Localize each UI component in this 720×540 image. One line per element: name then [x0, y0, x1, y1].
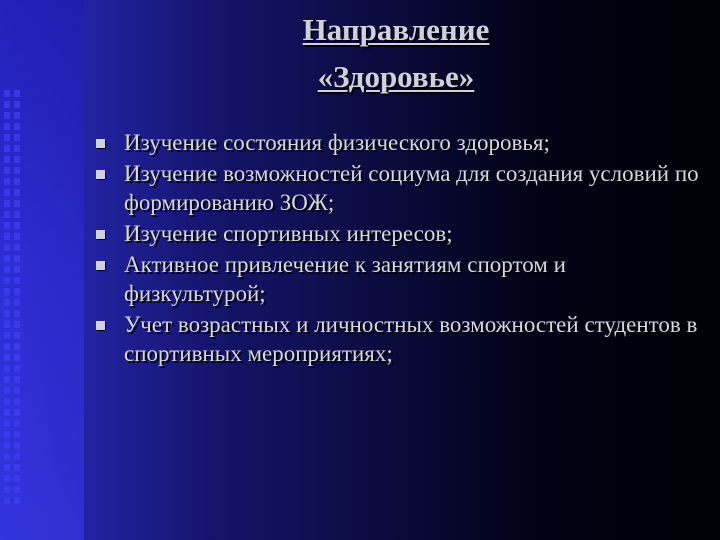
- decorative-square: [4, 233, 10, 240]
- decorative-square: [4, 299, 10, 306]
- decorative-square: [14, 266, 20, 273]
- decorative-square: [4, 376, 10, 383]
- decorative-square: [4, 266, 10, 273]
- decorative-square: [4, 332, 10, 339]
- decorative-square: [4, 365, 10, 372]
- decorative-square: [4, 453, 10, 460]
- square-bullet-icon: [96, 170, 105, 179]
- square-bullet-icon: [96, 321, 105, 330]
- decorative-square: [14, 420, 20, 427]
- decorative-square: [4, 134, 10, 141]
- decorative-square: [4, 409, 10, 416]
- decorative-square: [14, 112, 20, 119]
- decorative-square: [4, 178, 10, 185]
- decorative-square: [4, 145, 10, 152]
- decorative-square: [14, 321, 20, 328]
- decorative-square: [4, 475, 10, 482]
- square-bullet-icon: [96, 230, 105, 239]
- bullet-list: [92, 128, 702, 370]
- decorative-square: [4, 310, 10, 317]
- decorative-square: [14, 255, 20, 262]
- decorative-square: [4, 189, 10, 196]
- decorative-square: [4, 354, 10, 361]
- decorative-square: [4, 200, 10, 207]
- bullet-text: Изучение спортивных интересов;: [124, 221, 453, 246]
- decorative-square: [4, 101, 10, 108]
- decorative-square: [4, 497, 10, 504]
- decorative-square: [4, 90, 10, 97]
- list-item: [92, 250, 702, 308]
- decorative-square: [14, 244, 20, 251]
- bullet-text: Изучение возможностей социума для создания условий по формированию ЗОЖ;: [124, 161, 699, 215]
- decorative-square: [14, 409, 20, 416]
- decorative-square: [14, 167, 20, 174]
- bullet-text: Изучение состояния физического здоровья;: [124, 130, 550, 155]
- decorative-square-grid: [0, 0, 26, 540]
- list-item: [92, 219, 702, 248]
- decorative-square: [4, 343, 10, 350]
- decorative-square: [14, 189, 20, 196]
- decorative-square: [14, 123, 20, 130]
- decorative-square: [14, 222, 20, 229]
- decorative-square: [14, 299, 20, 306]
- square-bullet-icon: [96, 261, 105, 270]
- decorative-square: [14, 90, 20, 97]
- decorative-square: [4, 420, 10, 427]
- decorative-square: [14, 156, 20, 163]
- decorative-square: [14, 310, 20, 317]
- decorative-square: [14, 178, 20, 185]
- decorative-square: [4, 211, 10, 218]
- decorative-square: [4, 156, 10, 163]
- bullet-text: Учет возрастных и личностных возможностей студентов в спортивных мероприятиях;: [124, 312, 698, 366]
- decorative-square: [14, 101, 20, 108]
- list-item: [92, 159, 702, 217]
- decorative-square: [14, 233, 20, 240]
- decorative-square: [14, 332, 20, 339]
- decorative-square: [4, 442, 10, 449]
- decorative-square: [4, 288, 10, 295]
- list-item: [92, 310, 702, 368]
- decorative-square: [4, 431, 10, 438]
- decorative-square: [4, 464, 10, 471]
- decorative-square: [14, 277, 20, 284]
- decorative-square: [4, 277, 10, 284]
- decorative-square: [14, 343, 20, 350]
- decorative-square: [14, 431, 20, 438]
- decorative-square: [4, 112, 10, 119]
- decorative-square: [14, 211, 20, 218]
- decorative-square: [14, 365, 20, 372]
- decorative-square: [4, 244, 10, 251]
- decorative-square: [14, 354, 20, 361]
- square-bullet-icon: [96, 139, 105, 148]
- decorative-square: [14, 453, 20, 460]
- decorative-square: [14, 398, 20, 405]
- decorative-square: [4, 222, 10, 229]
- decorative-square: [14, 376, 20, 383]
- slide-title: [186, 6, 606, 100]
- decorative-square: [4, 255, 10, 262]
- decorative-square: [14, 486, 20, 493]
- decorative-square: [14, 134, 20, 141]
- decorative-square: [4, 167, 10, 174]
- decorative-square: [14, 464, 20, 471]
- decorative-square: [14, 442, 20, 449]
- decorative-square: [14, 288, 20, 295]
- decorative-square: [4, 387, 10, 394]
- decorative-square: [4, 321, 10, 328]
- decorative-square: [4, 486, 10, 493]
- decorative-square: [4, 398, 10, 405]
- decorative-square: [14, 475, 20, 482]
- bullet-text: Активное привлечение к занятиям спортом и физкультурой;: [124, 252, 566, 306]
- list-item: [92, 128, 702, 157]
- decorative-square: [14, 497, 20, 504]
- decorative-square: [4, 123, 10, 130]
- title-line-1: Направление: [302, 12, 490, 47]
- decorative-square: [14, 387, 20, 394]
- decorative-square: [14, 145, 20, 152]
- title-line-2: «Здоровье»: [317, 59, 475, 94]
- decorative-square: [14, 200, 20, 207]
